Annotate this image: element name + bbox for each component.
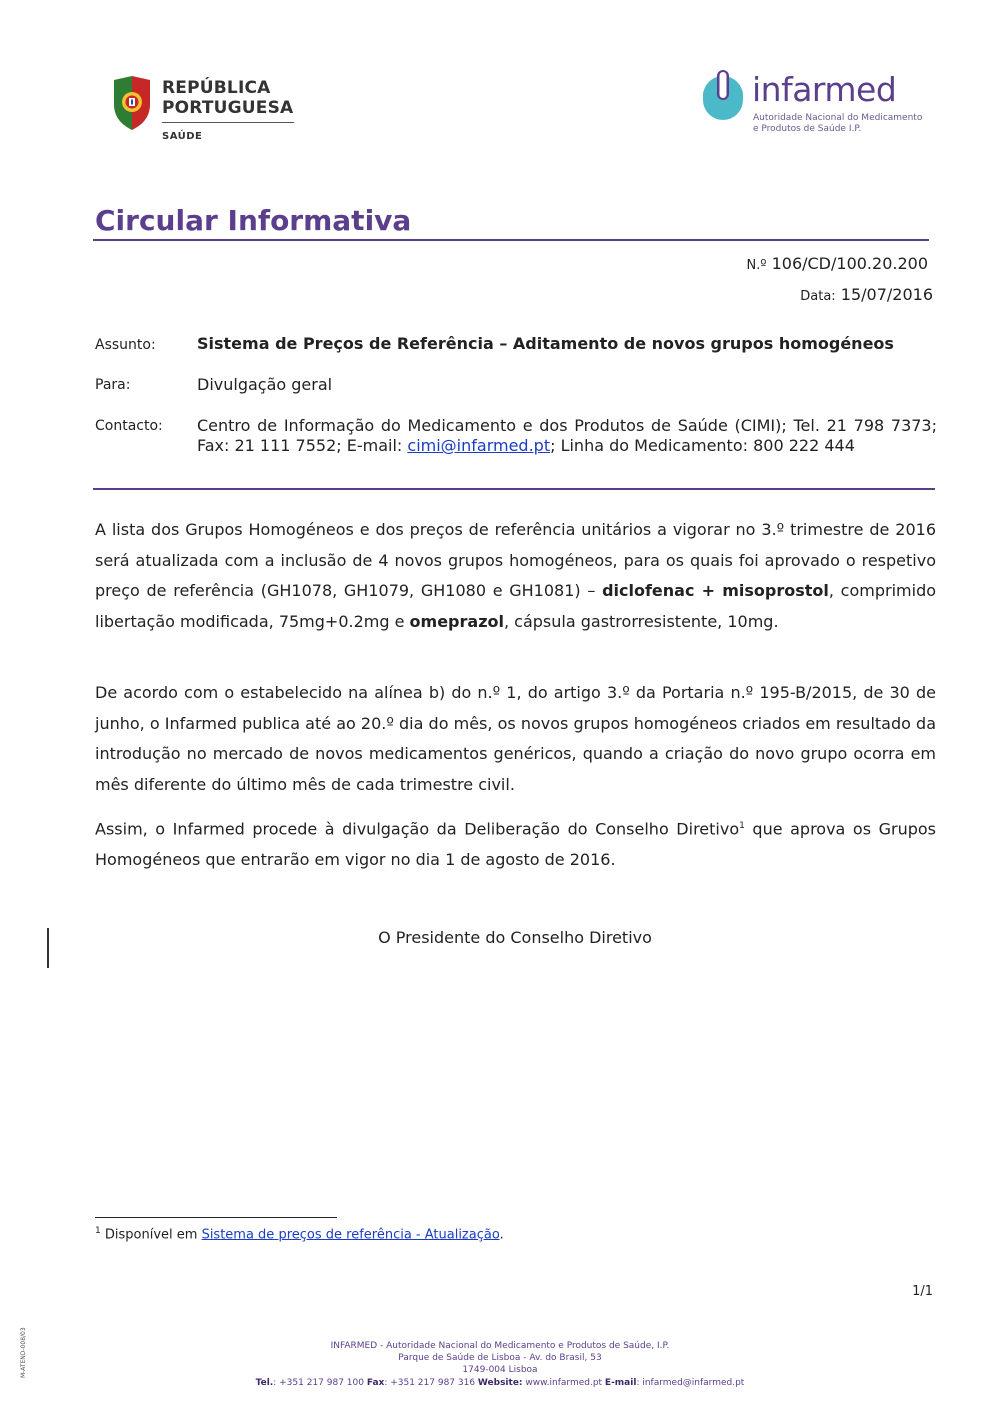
p3-footnote-ref[interactable]: 1 — [739, 821, 745, 831]
footer-email[interactable]: : infarmed@infarmed.pt — [636, 1378, 745, 1388]
footer-contacts — [0, 1377, 1000, 1390]
p1-text-e: , cápsula gastrorresistente, 10mg. — [503, 612, 779, 632]
infarmed-logo-sub-line1: Autoridade Nacional do Medicamento — [753, 113, 923, 123]
footer-web-label: Website: — [477, 1378, 523, 1388]
p1-drug-1: diclofenac + misoprostol — [602, 581, 829, 601]
meta-rule — [93, 488, 935, 490]
footnote-marker: 1 — [95, 1226, 101, 1236]
document-number — [747, 254, 929, 273]
document-date — [800, 285, 933, 304]
p1-text-c: , comprimido libertação modificada, 75mg+0.2mg e — [95, 581, 937, 632]
infarmed-logo-icon — [697, 70, 749, 122]
number-value: 106/CD/100.20.200 — [771, 254, 928, 273]
gov-logo-line1: REPÚBLICA — [162, 78, 271, 98]
infarmed-logo-word: infarmed — [752, 70, 897, 109]
page-number: 1/1 — [912, 1284, 933, 1299]
subject-label: Assunto: — [95, 337, 156, 353]
p3-text-b: que aprova os Grupos Homogéneos que entrarão em vigor no dia 1 de agosto de 2016. — [95, 819, 937, 870]
footnote — [95, 1226, 504, 1242]
to-value: Divulgação geral — [197, 375, 333, 394]
footer-email-label: E-mail — [604, 1378, 637, 1388]
number-prefix: N.º — [746, 258, 767, 273]
body-paragraph-1 — [95, 515, 936, 638]
document-title: Circular Informativa — [95, 204, 412, 237]
footer-fax-label: Fax — [366, 1378, 385, 1388]
gov-logo-sub: SAÚDE — [162, 131, 203, 142]
footnote-end: . — [499, 1227, 504, 1243]
to-label: Para: — [95, 377, 131, 393]
footer-line-3: 1749-004 Lisboa — [462, 1365, 538, 1375]
footer-line-2: Parque de Saúde de Lisboa - Av. do Brasil, 53 — [398, 1353, 602, 1363]
gov-logo-text — [162, 78, 293, 118]
body-paragraph-3 — [95, 811, 936, 876]
contact-label: Contacto: — [95, 418, 163, 434]
p1-text-a: A lista dos Grupos Homogéneos e dos preços de referência unitários a vigorar no 3.º trimestre de 2016 será atualizada com a inclusão de 4 novos grupos homogéneos, para os quais foi aprovado o respetivo preço de referência (GH1078, GH1079, GH1080 e GH1081) – — [95, 520, 936, 601]
footer-tel: : +351 217 987 100 — [273, 1378, 367, 1388]
subject-value: Sistema de Preços de Referência – Aditamento de novos grupos homogéneos — [197, 334, 894, 353]
gov-emblem-icon — [112, 76, 152, 130]
p3-text-a: Assim, o Infarmed procede à divulgação da Deliberação do Conselho Diretivo — [95, 819, 740, 839]
form-code: M-ATEND-008/03 — [20, 1327, 27, 1378]
infarmed-logo-sub — [753, 113, 922, 135]
contact-email-link[interactable]: cimi@infarmed.pt — [407, 436, 551, 455]
date-label: Data: — [800, 289, 836, 304]
footer-line-1: INFARMED - Autoridade Nacional do Medicamento e Produtos de Saúde, I.P. — [330, 1341, 670, 1351]
infarmed-logo-sub-line2: e Produtos de Saúde I.P. — [753, 124, 862, 134]
contact-text: Centro de Informação do Medicamento e dos Produtos de Saúde (CIMI); Tel. 21 798 7373; Fax: 21 111 7552; E-mail: — [197, 416, 937, 455]
p1-drug-2: omeprazol — [409, 612, 504, 632]
footnote-rule — [95, 1217, 337, 1218]
footer-fax: : +351 217 987 316 — [384, 1378, 478, 1388]
gov-logo-rule — [162, 122, 294, 123]
footer-web[interactable]: www.infarmed.pt — [522, 1378, 605, 1388]
signature: O Presidente do Conselho Diretivo — [378, 928, 652, 947]
gov-logo-line2: PORTUGUESA — [162, 98, 294, 118]
footer-tel-label: Tel. — [255, 1378, 274, 1388]
footnote-text: Disponível em — [100, 1227, 202, 1243]
body-paragraph-2: De acordo com o estabelecido na alínea b) do n.º 1, do artigo 3.º da Portaria n.º 195-B/2015, de 30 de junho, o Infarmed publica até ao 20.º dia do mês, os novos grupos homogéneos criados em resultado da introdução no mercado de novos medicamentos genéricos, quando a criação do novo grupo ocorra em mês diferente do último mês de cada trimestre civil. — [95, 683, 936, 795]
contact-value — [197, 416, 937, 456]
title-rule — [93, 239, 929, 241]
date-value: 15/07/2016 — [840, 285, 933, 304]
footnote-link[interactable]: Sistema de preços de referência - Atualização — [201, 1227, 500, 1243]
contact-text-end: ; Linha do Medicamento: 800 222 444 — [550, 436, 855, 455]
